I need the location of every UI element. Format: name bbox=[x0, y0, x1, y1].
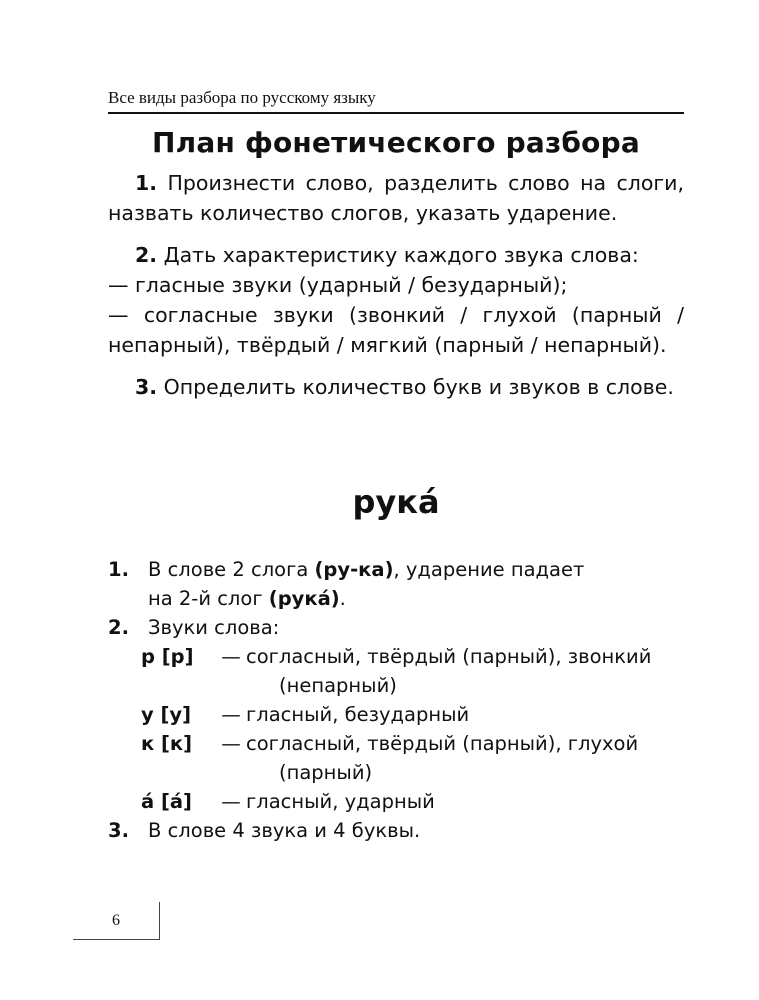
plan-item-2-consonants: — согласные звуки (звонкий / глухой (парный / непарный), твёрдый / мягкий (парный / непарный). bbox=[108, 303, 684, 357]
analysis-item-3-number: 3. bbox=[108, 819, 129, 842]
sound-dash: — bbox=[221, 703, 241, 726]
sound-description-continued: (парный) bbox=[279, 761, 373, 784]
sound-dash: — bbox=[221, 645, 241, 668]
plan-item-2-vowels: — гласные звуки (ударный / безударный); bbox=[108, 273, 568, 297]
sound-symbol: у [у] bbox=[141, 703, 192, 726]
plan-item-3 bbox=[108, 372, 684, 402]
plan-item-1-text: Произнести слово, разделить слово на слоги, назвать количество слогов, указать ударение. bbox=[108, 171, 684, 225]
plan-list bbox=[108, 168, 684, 414]
plan-item-2 bbox=[108, 240, 684, 270]
plan-item-3-number: 3. bbox=[135, 375, 158, 399]
sound-symbol: к [к] bbox=[141, 732, 193, 755]
analysis-item-2 bbox=[108, 613, 688, 642]
sound-description: гласный, безударный bbox=[246, 703, 470, 726]
plan-item-2-text: Дать характеристику каждого звука слова: bbox=[163, 243, 639, 267]
sound-symbol: а́ [а́] bbox=[141, 790, 192, 813]
stressed-word: (рука́) bbox=[268, 587, 340, 610]
analysis-item-1-text-b: , ударение падает bbox=[393, 558, 585, 581]
plan-item-2-number: 2. bbox=[135, 243, 158, 267]
plan-title: План фонетического разбора bbox=[152, 126, 640, 159]
plan-item-3-text: Определить количество букв и звуков в слове. bbox=[163, 375, 674, 399]
example-word: рука́ bbox=[352, 483, 440, 521]
plan-item-1-number: 1. bbox=[135, 171, 158, 195]
sound-list bbox=[108, 642, 688, 816]
analysis-item-2-number: 2. bbox=[108, 616, 129, 639]
sound-row bbox=[141, 700, 688, 729]
analysis-item-2-text: Звуки слова: bbox=[148, 616, 280, 639]
example-analysis bbox=[108, 555, 688, 845]
sound-row bbox=[141, 642, 688, 671]
analysis-item-1-text-d: . bbox=[339, 587, 346, 610]
sound-description: согласный, твёрдый (парный), звонкий bbox=[246, 645, 652, 668]
analysis-item-3-text: В слове 4 звука и 4 буквы. bbox=[148, 819, 421, 842]
analysis-item-3 bbox=[108, 816, 688, 845]
analysis-item-1-text-c: на 2-й слог bbox=[148, 587, 269, 610]
analysis-item-1-text-a: В слове 2 слога bbox=[148, 558, 315, 581]
analysis-item-1-continued bbox=[108, 584, 688, 613]
sound-description: согласный, твёрдый (парный), глухой bbox=[246, 732, 639, 755]
sound-description-continued: (непарный) bbox=[279, 674, 397, 697]
page-number: 6 bbox=[73, 902, 160, 940]
running-header: Все виды разбора по русскому языку bbox=[108, 88, 684, 114]
sound-symbol: р [р] bbox=[141, 645, 194, 668]
sound-description: гласный, ударный bbox=[246, 790, 435, 813]
sound-row bbox=[141, 729, 688, 758]
syllable-split: (ру-ка) bbox=[314, 558, 394, 581]
analysis-item-1-number: 1. bbox=[108, 558, 129, 581]
plan-item-1 bbox=[108, 168, 684, 228]
analysis-item-1-line bbox=[148, 555, 584, 584]
sound-dash: — bbox=[221, 790, 241, 813]
analysis-item-1 bbox=[108, 555, 688, 584]
sound-row bbox=[141, 787, 688, 816]
sound-dash: — bbox=[221, 732, 241, 755]
